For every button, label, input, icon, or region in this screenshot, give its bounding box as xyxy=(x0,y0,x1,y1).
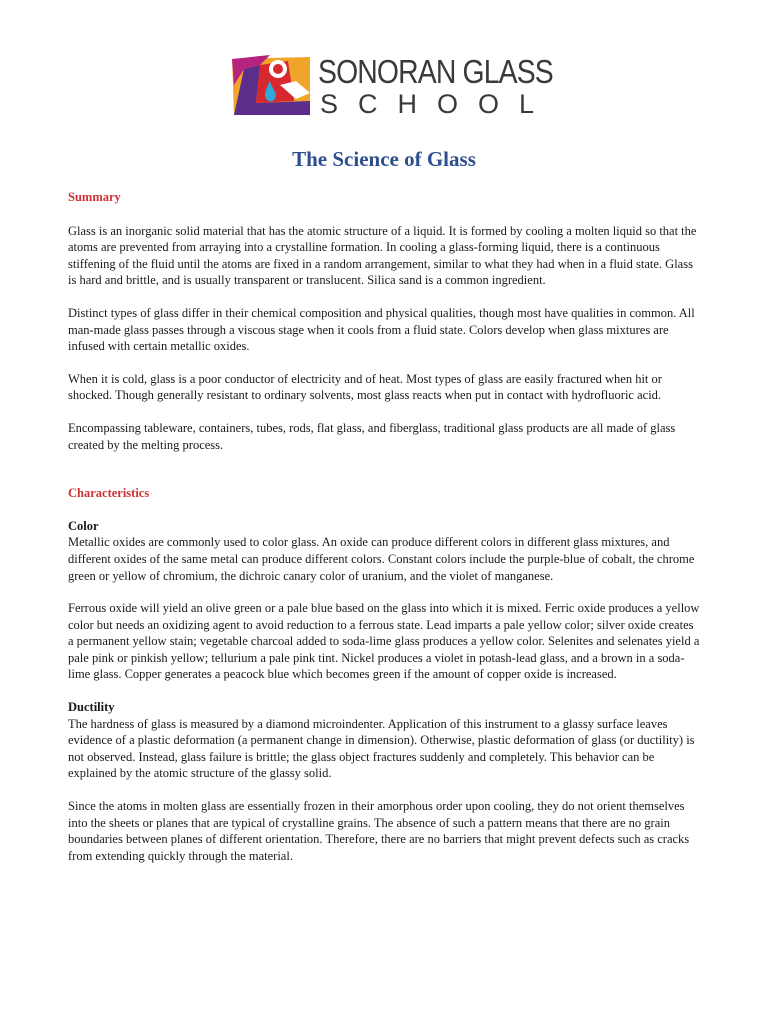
page-title: The Science of Glass xyxy=(292,147,476,171)
summary-paragraph: Encompassing tableware, containers, tubes, rods, flat glass, and fiberglass, traditional glass products are all made of glass created by the melting process. xyxy=(68,420,676,452)
summary-heading: Summary xyxy=(68,190,121,204)
summary-paragraph: Distinct types of glass differ in their chemical composition and physical qualities, though most have qualities in common. All man-made glass passes through a viscous stage when it cools from a fluid state. Colors develop when glass mixtures are infused with certain metallic oxides. xyxy=(68,305,695,354)
summary-paragraph: When it is cold, glass is a poor conductor of electricity and of heat. Most types of glass are easily fractured when hit or shocked. Though generally resistant to ordinary solvents, most glass reacts when put in contact with hydrofluoric acid. xyxy=(68,371,662,403)
summary-paragraph: Glass is an inorganic solid material that has the atomic structure of a liquid. It is formed by cooling a molten liquid so that the atoms are prevented from arraying into a crystalline formation. In cooling a glass-forming liquid, there is a continuous stiffening of the fluid until the atoms are fixed in a random arrangement, similar to what they had when in a fluid state. Glass is hard and brittle, and is usually transparent or translucent. Silica sand is a common ingredient. xyxy=(68,223,697,288)
color-subheading: Color xyxy=(68,518,99,533)
ductility-paragraph: The hardness of glass is measured by a diamond microindenter. Application of this instrument to a glassy surface leaves evidence of a plastic deformation (a permanent change in dimension). Otherwise, plastic deformation of glass (or ductility) is not observed. Instead, glass failure is brittle; the glass object fractures suddenly and completely. This behavior can be explained by the atomic structure of the glassy solid. xyxy=(68,716,695,781)
color-paragraph: Metallic oxides are commonly used to color glass. An oxide can produce different colors in different glass mixtures, and different oxides of the same metal can produce different colors. Constant colors include the purple-blue of cobalt, the chrome green or yellow of chromium, the dichroic canary color of uranium, and the violet of manganese. xyxy=(68,535,695,583)
sonoran-glass-logo-mark-icon xyxy=(230,55,312,117)
characteristics-heading: Characteristics xyxy=(68,486,150,501)
logo-wordmark: SONORAN GLASS xyxy=(318,53,553,90)
logo-subtitle: SCHOOL xyxy=(320,89,555,119)
ductility-subheading: Ductility xyxy=(68,700,115,715)
color-paragraph: Ferrous oxide will yield an olive green or a pale blue based on the glass into which it is mixed. Ferric oxide produces a yellow color but needs an oxidizing agent to avoid reduction to a ferrous state. Lead imparts a pale yellow color; silver oxide creates a permanent yellow stain; vegetable charcoal added to soda-lime glass produces a yellow color. Selenites and selenates yield a pale pink or pinkish yellow; tellurium a pale pink tint. Nickel produces a violet in potash-lead glass, and a brown in a soda-lime glass. Copper generates a peacock blue which becomes green if the amount of copper oxide is increased. xyxy=(68,601,700,682)
document-body xyxy=(68,189,700,864)
sonoran-glass-logo xyxy=(230,53,555,123)
ductility-paragraph: Since the atoms in molten glass are essentially frozen in their amorphous order upon cooling, they do not orient themselves into the sheets or planes that are typical of crystalline grains. The absence of such a pattern means that there are no grain boundaries between planes of different orientation. Therefore, there are no barriers that might prevent defects such as cracks from extending quickly through the material. xyxy=(68,799,690,863)
